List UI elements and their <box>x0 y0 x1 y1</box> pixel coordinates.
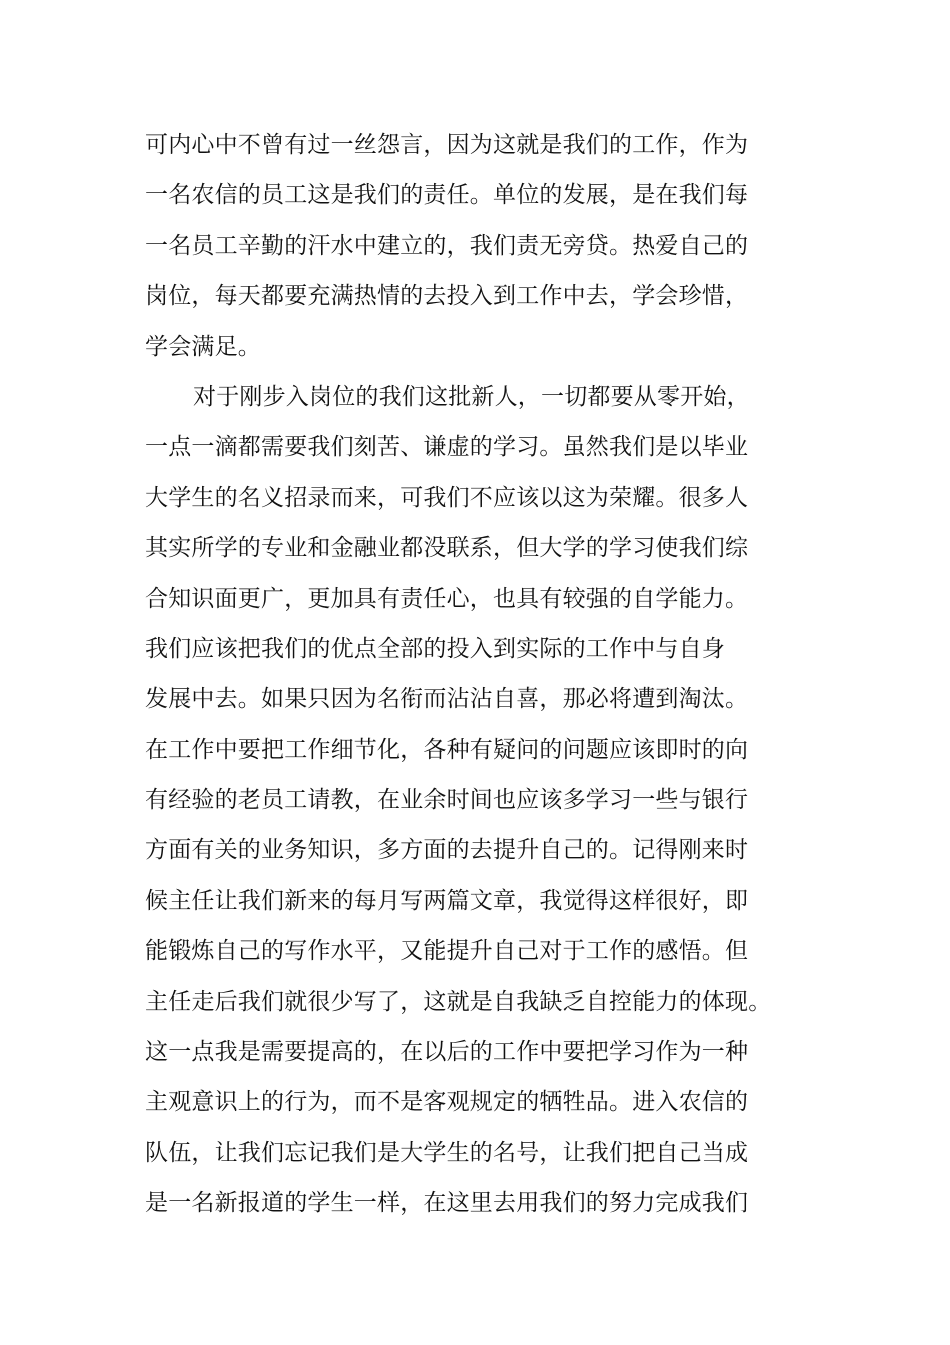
text-line: 有经验的老员工请教，在业余时间也应该多学习一些与银行 <box>145 787 749 814</box>
document-body <box>145 120 785 1229</box>
text-line: 候主任让我们新来的每月写两篇文章，我觉得这样很好，即 <box>145 887 749 914</box>
text-line: 发展中去。如果只因为名衔而沾沾自喜，那必将遭到淘汰。 <box>145 686 749 713</box>
text-line: 一点一滴都需要我们刻苦、谦虚的学习。虽然我们是以毕业 <box>145 434 749 461</box>
text-line: 队伍，让我们忘记我们是大学生的名号，让我们把自己当成 <box>145 1139 749 1166</box>
text-line: 能锻炼自己的写作水平，又能提升自己对于工作的感悟。但 <box>145 938 749 965</box>
text-line: 其实所学的专业和金融业都没联系，但大学的学习使我们综 <box>145 535 749 562</box>
text-line: 主观意识上的行为，而不是客观规定的牺牲品。进入农信的 <box>145 1089 749 1116</box>
text-line: 岗位，每天都要充满热情的去投入到工作中去，学会珍惜， <box>145 283 749 310</box>
text-line: 合知识面更广，更加具有责任心，也具有较强的自学能力。 <box>145 585 749 612</box>
text-line: 学会满足。 <box>145 333 261 360</box>
text-line: 是一名新报道的学生一样，在这里去用我们的努力完成我们 <box>145 1190 749 1217</box>
text-line: 方面有关的业务知识，多方面的去提升自己的。记得刚来时 <box>145 837 749 864</box>
text-line: 这一点我是需要提高的，在以后的工作中要把学习作为一种 <box>145 1039 749 1066</box>
text-line: 大学生的名义招录而来，可我们不应该以这为荣耀。很多人 <box>145 484 749 511</box>
paragraph-start-line: 对于刚步入岗位的我们这批新人，一切都要从零开始， <box>193 383 750 410</box>
text-line: 一名员工辛勤的汗水中建立的，我们责无旁贷。热爱自己的 <box>145 232 749 259</box>
text-line: 主任走后我们就很少写了，这就是自我缺乏自控能力的体现。 <box>145 988 772 1015</box>
text-line: 一名农信的员工这是我们的责任。单位的发展，是在我们每 <box>145 182 749 209</box>
text-line: 我们应该把我们的优点全部的投入到实际的工作中与自身 <box>145 635 725 662</box>
text-line: 可内心中不曾有过一丝怨言，因为这就是我们的工作，作为 <box>145 132 749 158</box>
text-line: 在工作中要把工作细节化，各种有疑问的问题应该即时的向 <box>145 736 749 763</box>
